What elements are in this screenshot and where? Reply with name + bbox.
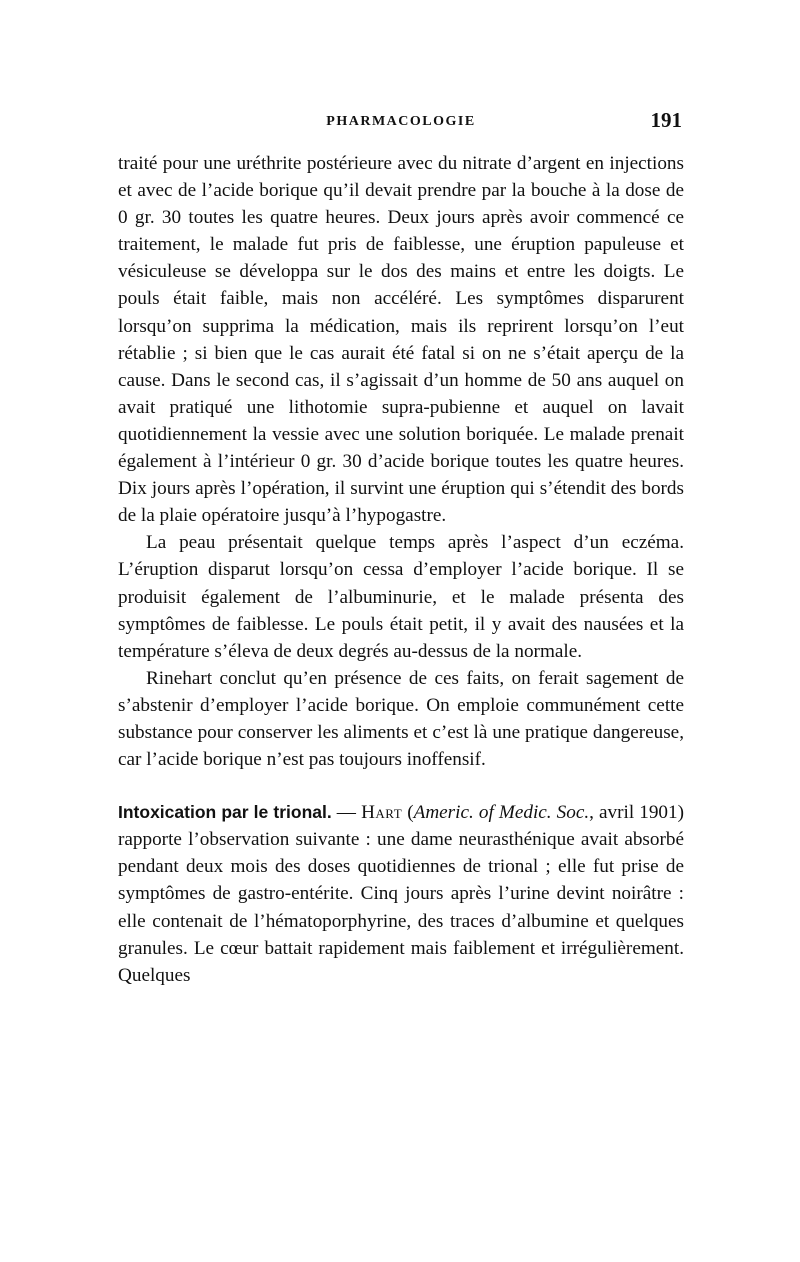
paren-open: ( — [402, 802, 414, 824]
page-number: 191 — [650, 108, 682, 132]
trional-text: , avril 1901) rapporte l’observation suivante : une dame neurasthénique avait absorbé pendant deux mois des doses quotidiennes de trional ; elle fut prise de symptômes de gastro-entérite. Cinq jours après l’urine devint noirâtre : elle contenait de l’hématoporphyrine, des traces d’albumine et quelques granules. Le cœur battait rapidement mais faiblement et irrégulièrement. Quelques — [118, 802, 685, 986]
book-page — [118, 108, 684, 989]
section-heading-trional: Intoxication par le trional. — [118, 802, 332, 823]
paragraph-eczema: La peau présentait quelque temps après l’aspect d’un eczéma. L’éruption disparut lorsqu’on cessa d’employer l’acide borique. Il se produisit également de l’albuminurie, et le malade présenta des symptômes de faiblesse. Le pouls était petit, il y avait des nausées et la température s’éleva de deux degrés au-dessus de la normale. — [118, 532, 684, 662]
running-title: PHARMACOLOGIE — [326, 114, 476, 129]
paragraph-rinehart-conclusion: Rinehart conclut qu’en présence de ces faits, on ferait sagement de s’abstenir d’employer l’acide borique. On emploie communément cette substance pour conserver les aliments et c’est là une pratique dangereuse, car l’acide borique n’est pas toujours inoffensif. — [118, 667, 684, 771]
section-spacer — [118, 773, 684, 799]
author-name: Hart — [361, 802, 403, 824]
heading-dash: — — [331, 802, 362, 824]
journal-citation: Americ. of Medic. Soc. — [413, 802, 590, 824]
paragraph-trional — [118, 799, 684, 989]
running-head — [118, 108, 684, 138]
paragraph-boric-acid-cases: traité pour une uréthrite postérieure avec du nitrate d’argent en injections et avec de l’acide borique qu’il devait prendre par la bouche à la dose de 0 gr. 30 toutes les quatre heures. Deux jours après avoir commencé ce traitement, le malade fut pris de faiblesse, une éruption papuleuse et vésiculeuse se développa sur le dos des mains et entre les doigts. Le pouls était faible, mais non accéléré. Les symptômes disparurent lorsqu’on supprima la médication, mais ils reprirent lorsqu’on l’eut rétablie ; si bien que le cas aurait été fatal si on ne s’était aperçu de la cause. Dans le second cas, il s’agissait d’un homme de 50 ans auquel on avait pratiqué une lithotomie supra-pubienne et auquel on lavait quotidiennement la vessie avec une solution boriquée. Le malade prenait également à l’intérieur 0 gr. 30 d’acide borique toutes les quatre heures. Dix jours après l’opération, il survint une éruption qui s’étendit des bords de la plaie opératoire jusqu’à l’hypogastre. — [118, 153, 684, 527]
